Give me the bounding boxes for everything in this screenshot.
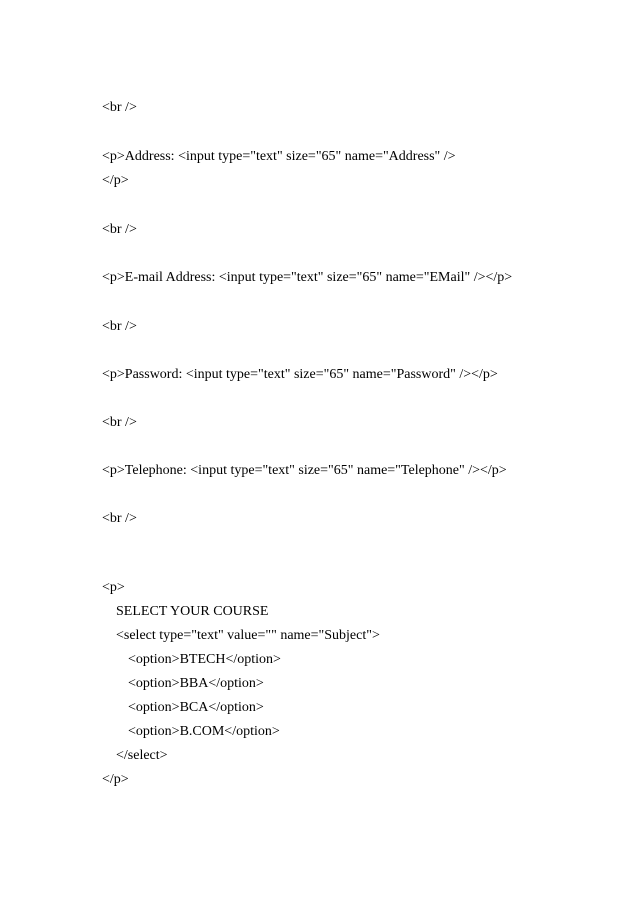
code-line: <br /> [102,319,137,334]
code-line: <option>BCA</option> [128,700,264,715]
code-line: <p>Address: <input type="text" size="65" name="Address" /> [102,149,456,164]
code-line: <br /> [102,100,137,115]
code-line: <p>Telephone: <input type="text" size="65" name="Telephone" /></p> [102,463,507,478]
code-line: <option>B.COM</option> [128,724,280,739]
code-line: <p> [102,580,125,595]
code-line: </select> [116,748,168,763]
code-line: <p>E-mail Address: <input type="text" size="65" name="EMail" /></p> [102,270,513,285]
code-line: <option>BBA</option> [128,676,264,691]
code-line: <br /> [102,511,137,526]
code-line: SELECT YOUR COURSE [116,604,269,619]
code-line: <option>BTECH</option> [128,652,281,667]
code-line: </p> [102,173,129,188]
code-line: <br /> [102,415,137,430]
code-line: <br /> [102,222,137,237]
code-line: <p>Password: <input type="text" size="65" name="Password" /></p> [102,367,498,382]
code-line: <select type="text" value="" name="Subject"> [116,628,380,643]
code-line: </p> [102,772,129,787]
